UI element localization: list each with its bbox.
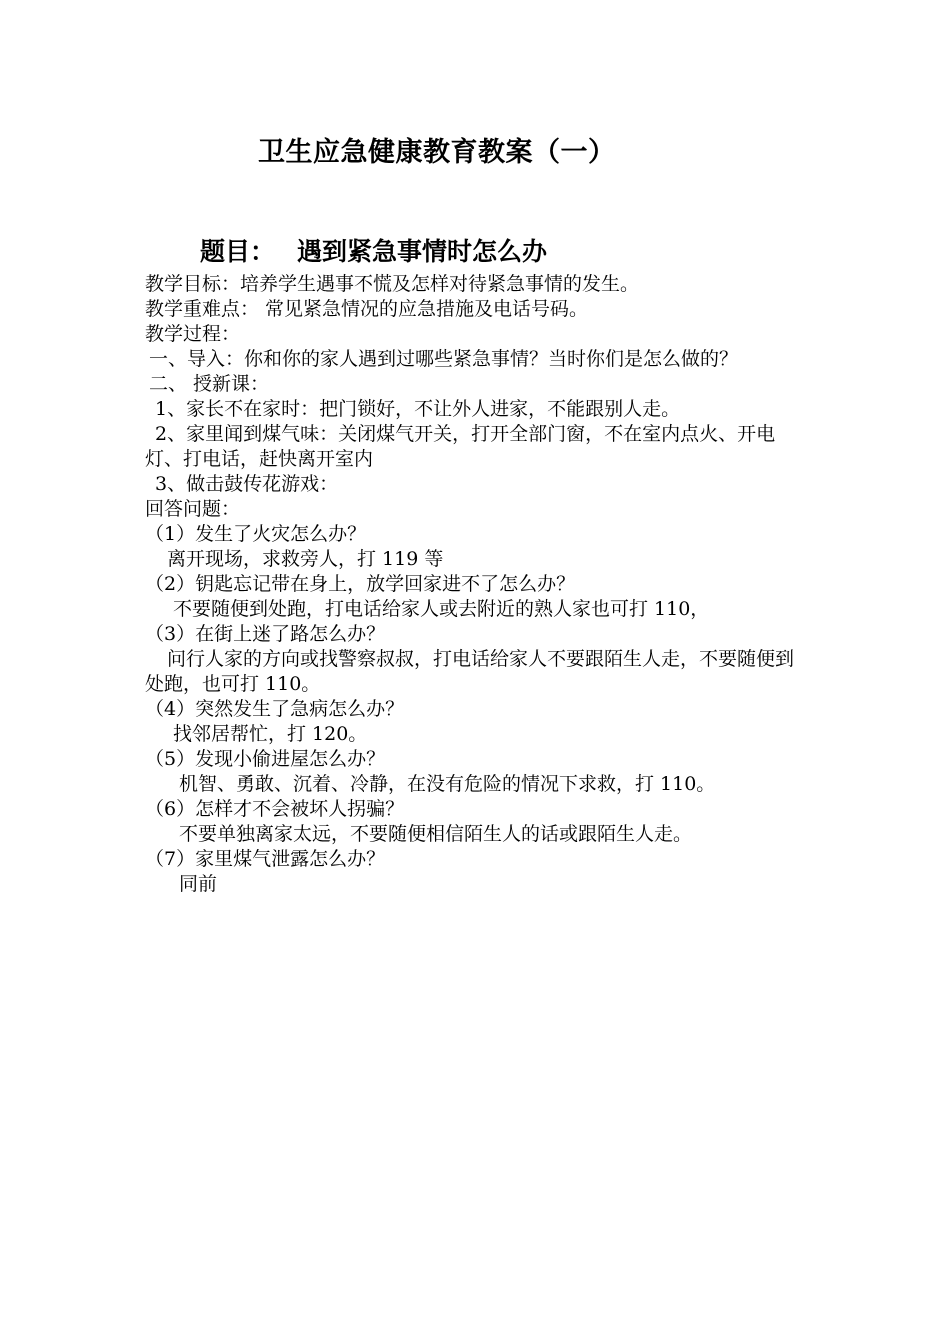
lesson-body [145,272,825,897]
text-line: 2、家里闻到煤气味：关闭煤气开关，打开全部门窗，不在室内点火、开电灯、打电话，赶快离开室内 [145,423,776,470]
document-title: 卫生应急健康教育教案（一） [258,137,616,168]
text-line: 找邻居帮忙，打 120。 [173,723,368,745]
text-line: 机智、勇敢、沉着、冷静，在没有危险的情况下求救，打 110。 [179,773,716,795]
text-line: 问行人家的方向或找警察叔叔，打电话给家人不要跟陌生人走，不要随便到处跑，也可打 110。 [145,648,795,695]
subject-text: 遇到紧急事情时怎么办 [297,237,548,266]
text-line: 二、 授新课： [149,373,270,395]
text-line: 3、做击鼓传花游戏： [155,473,339,495]
text-line: （3）在街上迷了路怎么办？ [145,623,386,645]
text-line: 离开现场，求救旁人，打 119 等 [167,548,444,570]
text-line: （6）怎样才不会被坏人拐骗？ [145,798,405,820]
text-line: （4）突然发生了急病怎么办？ [145,698,405,720]
text-line: 不要随便到处跑，打电话给家人或去附近的熟人家也可打 110， [173,598,710,620]
lesson-subject [200,232,547,268]
text-line: 回答问题： [145,498,241,520]
text-line: 一、导入：你和你的家人遇到过哪些紧急事情？当时你们是怎么做的？ [149,348,739,370]
text-line: 教学过程： [145,323,241,345]
text-line: 1、家长不在家时：把门锁好，不让外人进家，不能跟别人走。 [155,398,681,420]
subject-label: 题目： [200,237,276,266]
text-line: 同前 [179,873,218,895]
text-line: （7）家里煤气泄露怎么办？ [145,848,386,870]
text-line: （1）发生了火灾怎么办？ [145,523,367,545]
text-line: （2）钥匙忘记带在身上，放学回家进不了怎么办？ [145,573,576,595]
text-line: 教学重难点： 常见紧急情况的应急措施及电话号码。 [145,298,589,320]
text-line: 不要单独离家太远，不要随便相信陌生人的话或跟陌生人走。 [179,823,693,845]
text-line: （5）发现小偷进屋怎么办？ [145,748,386,770]
text-line: 教学目标：培养学生遇事不慌及怎样对待紧急事情的发生。 [145,273,640,295]
